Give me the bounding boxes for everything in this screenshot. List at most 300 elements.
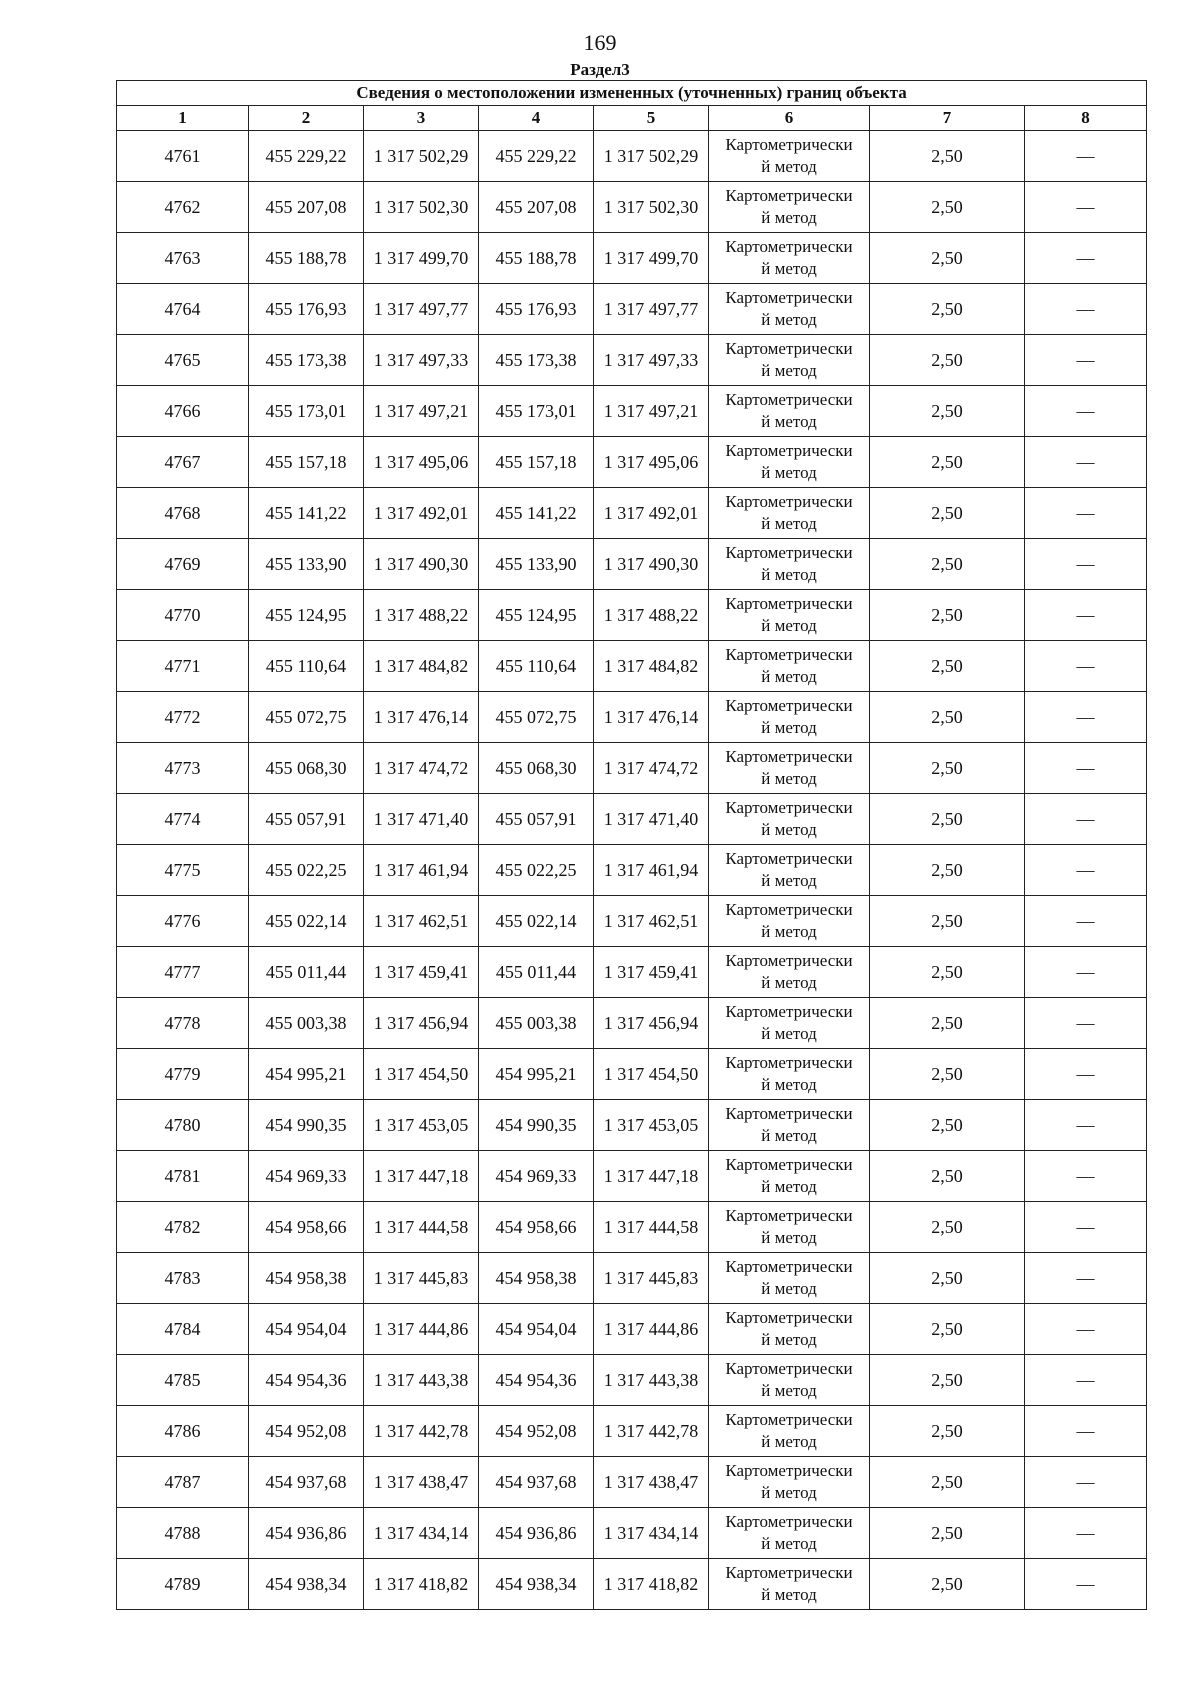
accuracy-cell: 2,50 [870,233,1025,284]
method-cell [709,233,870,284]
method-cell [709,1253,870,1304]
x-coordinate-updated-cell: 454 938,34 [479,1559,594,1610]
y-coordinate-existing-cell: 1 317 444,58 [364,1202,479,1253]
y-coordinate-existing-cell: 1 317 461,94 [364,845,479,896]
x-coordinate-existing-cell: 454 954,36 [249,1355,364,1406]
y-coordinate-existing-cell: 1 317 502,29 [364,131,479,182]
x-coordinate-existing-cell: 455 173,01 [249,386,364,437]
y-coordinate-updated-cell: 1 317 474,72 [594,743,709,794]
y-coordinate-existing-cell: 1 317 484,82 [364,641,479,692]
method-line: Картометрически [725,1512,853,1531]
note-cell: — [1025,743,1147,794]
y-coordinate-updated-cell: 1 317 418,82 [594,1559,709,1610]
y-coordinate-existing-cell: 1 317 444,86 [364,1304,479,1355]
method-line: Картометрически [725,237,853,256]
method-cell [709,1049,870,1100]
y-coordinate-existing-cell: 1 317 495,06 [364,437,479,488]
note-cell: — [1025,692,1147,743]
method-line: й метод [761,1177,817,1196]
y-coordinate-existing-cell: 1 317 442,78 [364,1406,479,1457]
x-coordinate-existing-cell: 455 229,22 [249,131,364,182]
x-coordinate-existing-cell: 455 072,75 [249,692,364,743]
method-line: Картометрически [725,1563,853,1582]
x-coordinate-existing-cell: 454 954,04 [249,1304,364,1355]
point-number-cell: 4785 [117,1355,249,1406]
x-coordinate-existing-cell: 454 937,68 [249,1457,364,1508]
method-line: Картометрически [725,594,853,613]
x-coordinate-existing-cell: 455 022,25 [249,845,364,896]
y-coordinate-updated-cell: 1 317 492,01 [594,488,709,539]
method-line: й метод [761,1024,817,1043]
y-coordinate-existing-cell: 1 317 456,94 [364,998,479,1049]
table-row [117,1100,1147,1151]
table-row [117,794,1147,845]
x-coordinate-existing-cell: 454 938,34 [249,1559,364,1610]
point-number-cell: 4777 [117,947,249,998]
accuracy-cell: 2,50 [870,1049,1025,1100]
accuracy-cell: 2,50 [870,794,1025,845]
y-coordinate-existing-cell: 1 317 462,51 [364,896,479,947]
x-coordinate-updated-cell: 454 954,36 [479,1355,594,1406]
method-cell [709,794,870,845]
table-row [117,1355,1147,1406]
note-cell: — [1025,386,1147,437]
x-coordinate-existing-cell: 455 141,22 [249,488,364,539]
method-cell [709,284,870,335]
note-cell: — [1025,998,1147,1049]
point-number-cell: 4788 [117,1508,249,1559]
y-coordinate-updated-cell: 1 317 502,29 [594,131,709,182]
method-cell [709,947,870,998]
x-coordinate-updated-cell: 454 990,35 [479,1100,594,1151]
accuracy-cell: 2,50 [870,386,1025,437]
y-coordinate-updated-cell: 1 317 453,05 [594,1100,709,1151]
method-line: Картометрически [725,1257,853,1276]
x-coordinate-existing-cell: 455 124,95 [249,590,364,641]
note-cell: — [1025,335,1147,386]
method-cell [709,437,870,488]
table-row [117,1151,1147,1202]
note-cell: — [1025,182,1147,233]
point-number-cell: 4773 [117,743,249,794]
method-cell [709,335,870,386]
y-coordinate-updated-cell: 1 317 444,86 [594,1304,709,1355]
y-coordinate-existing-cell: 1 317 497,21 [364,386,479,437]
column-header: 4 [479,106,594,131]
method-line: й метод [761,718,817,737]
accuracy-cell: 2,50 [870,1406,1025,1457]
point-number-cell: 4774 [117,794,249,845]
table-row [117,947,1147,998]
note-cell: — [1025,488,1147,539]
table-row [117,896,1147,947]
column-header: 1 [117,106,249,131]
point-number-cell: 4776 [117,896,249,947]
method-line: й метод [761,1228,817,1247]
y-coordinate-existing-cell: 1 317 418,82 [364,1559,479,1610]
point-number-cell: 4779 [117,1049,249,1100]
method-line: й метод [761,1330,817,1349]
table-row [117,692,1147,743]
method-line: Картометрически [725,1461,853,1480]
point-number-cell: 4782 [117,1202,249,1253]
x-coordinate-updated-cell: 454 969,33 [479,1151,594,1202]
y-coordinate-updated-cell: 1 317 443,38 [594,1355,709,1406]
method-cell [709,488,870,539]
note-cell: — [1025,1151,1147,1202]
method-line: Картометрически [725,1206,853,1225]
note-cell: — [1025,947,1147,998]
method-line: й метод [761,1381,817,1400]
note-cell: — [1025,794,1147,845]
point-number-cell: 4786 [117,1406,249,1457]
table-row [117,743,1147,794]
x-coordinate-existing-cell: 454 995,21 [249,1049,364,1100]
method-line: й метод [761,1534,817,1553]
x-coordinate-existing-cell: 454 990,35 [249,1100,364,1151]
column-header: 3 [364,106,479,131]
y-coordinate-existing-cell: 1 317 443,38 [364,1355,479,1406]
x-coordinate-updated-cell: 454 958,66 [479,1202,594,1253]
table-row [117,233,1147,284]
x-coordinate-updated-cell: 455 133,90 [479,539,594,590]
table-row [117,1406,1147,1457]
accuracy-cell: 2,50 [870,590,1025,641]
table-row [117,335,1147,386]
x-coordinate-existing-cell: 455 011,44 [249,947,364,998]
table-row [117,1457,1147,1508]
method-line: Картометрически [725,747,853,766]
point-number-cell: 4762 [117,182,249,233]
method-line: й метод [761,208,817,227]
accuracy-cell: 2,50 [870,743,1025,794]
point-number-cell: 4769 [117,539,249,590]
method-line: й метод [761,820,817,839]
y-coordinate-updated-cell: 1 317 497,21 [594,386,709,437]
method-line: Картометрически [725,186,853,205]
x-coordinate-updated-cell: 454 936,86 [479,1508,594,1559]
page-number: 169 [583,30,617,55]
method-line: Картометрически [725,543,853,562]
method-cell [709,1202,870,1253]
note-cell: — [1025,641,1147,692]
accuracy-cell: 2,50 [870,182,1025,233]
method-line: й метод [761,1585,817,1604]
note-cell: — [1025,1304,1147,1355]
table-row [117,1304,1147,1355]
method-line: й метод [761,565,817,584]
point-number-cell: 4784 [117,1304,249,1355]
method-cell [709,539,870,590]
x-coordinate-updated-cell: 455 022,14 [479,896,594,947]
y-coordinate-existing-cell: 1 317 497,33 [364,335,479,386]
point-number-cell: 4772 [117,692,249,743]
accuracy-cell: 2,50 [870,335,1025,386]
method-line: Картометрически [725,849,853,868]
x-coordinate-updated-cell: 455 003,38 [479,998,594,1049]
y-coordinate-updated-cell: 1 317 447,18 [594,1151,709,1202]
x-coordinate-updated-cell: 455 176,93 [479,284,594,335]
accuracy-cell: 2,50 [870,1355,1025,1406]
method-line: Картометрически [725,135,853,154]
method-cell [709,1457,870,1508]
table-row [117,998,1147,1049]
method-line: й метод [761,973,817,992]
point-number-cell: 4780 [117,1100,249,1151]
method-line: Картометрически [725,1002,853,1021]
method-line: й метод [761,769,817,788]
method-cell [709,1100,870,1151]
x-coordinate-updated-cell: 454 995,21 [479,1049,594,1100]
method-line: й метод [761,667,817,686]
table-row [117,1508,1147,1559]
point-number-cell: 4766 [117,386,249,437]
y-coordinate-updated-cell: 1 317 459,41 [594,947,709,998]
y-coordinate-existing-cell: 1 317 471,40 [364,794,479,845]
note-cell: — [1025,1100,1147,1151]
x-coordinate-updated-cell: 455 188,78 [479,233,594,284]
method-line: Картометрически [725,1053,853,1072]
method-line: Картометрически [725,645,853,664]
x-coordinate-updated-cell: 455 157,18 [479,437,594,488]
y-coordinate-existing-cell: 1 317 476,14 [364,692,479,743]
y-coordinate-updated-cell: 1 317 471,40 [594,794,709,845]
method-cell [709,1406,870,1457]
y-coordinate-existing-cell: 1 317 502,30 [364,182,479,233]
x-coordinate-updated-cell: 454 952,08 [479,1406,594,1457]
method-cell [709,1151,870,1202]
method-cell [709,182,870,233]
table-row [117,539,1147,590]
x-coordinate-updated-cell: 455 124,95 [479,590,594,641]
point-number-cell: 4761 [117,131,249,182]
x-coordinate-existing-cell: 455 207,08 [249,182,364,233]
method-line: Картометрически [725,1155,853,1174]
column-header-row [117,106,1147,131]
method-line: й метод [761,1483,817,1502]
x-coordinate-existing-cell: 455 188,78 [249,233,364,284]
point-number-cell: 4771 [117,641,249,692]
method-line: й метод [761,1432,817,1451]
method-line: й метод [761,259,817,278]
method-cell [709,896,870,947]
table-row [117,845,1147,896]
x-coordinate-existing-cell: 454 958,38 [249,1253,364,1304]
method-line: Картометрически [725,1359,853,1378]
accuracy-cell: 2,50 [870,1151,1025,1202]
y-coordinate-existing-cell: 1 317 459,41 [364,947,479,998]
accuracy-cell: 2,50 [870,998,1025,1049]
table-row [117,182,1147,233]
method-line: Картометрически [725,339,853,358]
accuracy-cell: 2,50 [870,284,1025,335]
y-coordinate-updated-cell: 1 317 476,14 [594,692,709,743]
y-coordinate-existing-cell: 1 317 453,05 [364,1100,479,1151]
point-number-cell: 4775 [117,845,249,896]
accuracy-cell: 2,50 [870,1202,1025,1253]
note-cell: — [1025,1355,1147,1406]
point-number-cell: 4767 [117,437,249,488]
accuracy-cell: 2,50 [870,1508,1025,1559]
table-row [117,386,1147,437]
point-number-cell: 4768 [117,488,249,539]
x-coordinate-existing-cell: 455 157,18 [249,437,364,488]
x-coordinate-existing-cell: 455 110,64 [249,641,364,692]
accuracy-cell: 2,50 [870,692,1025,743]
method-cell [709,1304,870,1355]
table-body [117,131,1147,1610]
y-coordinate-existing-cell: 1 317 438,47 [364,1457,479,1508]
x-coordinate-updated-cell: 455 141,22 [479,488,594,539]
accuracy-cell: 2,50 [870,1457,1025,1508]
y-coordinate-updated-cell: 1 317 484,82 [594,641,709,692]
x-coordinate-existing-cell: 455 173,38 [249,335,364,386]
y-coordinate-existing-cell: 1 317 488,22 [364,590,479,641]
y-coordinate-updated-cell: 1 317 442,78 [594,1406,709,1457]
note-cell: — [1025,233,1147,284]
x-coordinate-existing-cell: 455 068,30 [249,743,364,794]
method-line: й метод [761,463,817,482]
method-cell [709,743,870,794]
accuracy-cell: 2,50 [870,437,1025,488]
y-coordinate-updated-cell: 1 317 434,14 [594,1508,709,1559]
x-coordinate-existing-cell: 455 176,93 [249,284,364,335]
method-line: й метод [761,871,817,890]
y-coordinate-updated-cell: 1 317 488,22 [594,590,709,641]
accuracy-cell: 2,50 [870,1559,1025,1610]
accuracy-cell: 2,50 [870,131,1025,182]
method-line: й метод [761,616,817,635]
method-line: Картометрически [725,1104,853,1123]
x-coordinate-existing-cell: 455 022,14 [249,896,364,947]
method-line: й метод [761,310,817,329]
note-cell: — [1025,845,1147,896]
accuracy-cell: 2,50 [870,1100,1025,1151]
y-coordinate-updated-cell: 1 317 499,70 [594,233,709,284]
note-cell: — [1025,1508,1147,1559]
y-coordinate-updated-cell: 1 317 444,58 [594,1202,709,1253]
method-cell [709,386,870,437]
method-cell [709,1508,870,1559]
table-caption: Сведения о местоположении измененных (уточненных) границ объекта [117,81,1147,106]
method-line: й метод [761,922,817,941]
y-coordinate-updated-cell: 1 317 502,30 [594,182,709,233]
point-number-cell: 4764 [117,284,249,335]
y-coordinate-existing-cell: 1 317 492,01 [364,488,479,539]
table-row [117,488,1147,539]
point-number-cell: 4783 [117,1253,249,1304]
accuracy-cell: 2,50 [870,488,1025,539]
x-coordinate-updated-cell: 454 937,68 [479,1457,594,1508]
y-coordinate-updated-cell: 1 317 462,51 [594,896,709,947]
x-coordinate-updated-cell: 455 011,44 [479,947,594,998]
note-cell: — [1025,1406,1147,1457]
method-line: Картометрически [725,1308,853,1327]
table-row [117,1559,1147,1610]
accuracy-cell: 2,50 [870,641,1025,692]
y-coordinate-existing-cell: 1 317 499,70 [364,233,479,284]
x-coordinate-existing-cell: 454 952,08 [249,1406,364,1457]
x-coordinate-updated-cell: 455 072,75 [479,692,594,743]
note-cell: — [1025,590,1147,641]
accuracy-cell: 2,50 [870,1253,1025,1304]
table-row [117,437,1147,488]
accuracy-cell: 2,50 [870,947,1025,998]
y-coordinate-updated-cell: 1 317 461,94 [594,845,709,896]
method-line: Картометрически [725,1410,853,1429]
note-cell: — [1025,437,1147,488]
method-line: й метод [761,1126,817,1145]
note-cell: — [1025,1253,1147,1304]
method-line: Картометрически [725,441,853,460]
method-line: Картометрически [725,696,853,715]
table-row [117,641,1147,692]
column-header: 6 [709,106,870,131]
method-cell [709,590,870,641]
y-coordinate-updated-cell: 1 317 497,33 [594,335,709,386]
method-cell [709,1355,870,1406]
x-coordinate-updated-cell: 455 173,01 [479,386,594,437]
y-coordinate-existing-cell: 1 317 445,83 [364,1253,479,1304]
y-coordinate-updated-cell: 1 317 456,94 [594,998,709,1049]
point-number-cell: 4781 [117,1151,249,1202]
x-coordinate-updated-cell: 455 110,64 [479,641,594,692]
point-number-cell: 4787 [117,1457,249,1508]
note-cell: — [1025,1559,1147,1610]
table-row [117,590,1147,641]
y-coordinate-existing-cell: 1 317 497,77 [364,284,479,335]
table-row [117,284,1147,335]
accuracy-cell: 2,50 [870,896,1025,947]
coordinates-table [116,80,1147,1610]
note-cell: — [1025,1202,1147,1253]
y-coordinate-updated-cell: 1 317 490,30 [594,539,709,590]
accuracy-cell: 2,50 [870,845,1025,896]
method-line: й метод [761,514,817,533]
y-coordinate-updated-cell: 1 317 495,06 [594,437,709,488]
method-cell [709,641,870,692]
note-cell: — [1025,1457,1147,1508]
method-cell [709,998,870,1049]
x-coordinate-updated-cell: 455 207,08 [479,182,594,233]
table-row [117,131,1147,182]
x-coordinate-existing-cell: 455 057,91 [249,794,364,845]
column-header: 8 [1025,106,1147,131]
column-header: 2 [249,106,364,131]
table-row [117,1049,1147,1100]
y-coordinate-existing-cell: 1 317 454,50 [364,1049,479,1100]
x-coordinate-updated-cell: 455 022,25 [479,845,594,896]
point-number-cell: 4789 [117,1559,249,1610]
x-coordinate-updated-cell: 455 173,38 [479,335,594,386]
method-cell [709,131,870,182]
y-coordinate-updated-cell: 1 317 445,83 [594,1253,709,1304]
point-number-cell: 4778 [117,998,249,1049]
x-coordinate-updated-cell: 455 229,22 [479,131,594,182]
method-line: й метод [761,361,817,380]
column-header: 5 [594,106,709,131]
y-coordinate-existing-cell: 1 317 474,72 [364,743,479,794]
point-number-cell: 4765 [117,335,249,386]
method-line: й метод [761,412,817,431]
table-row [117,1202,1147,1253]
note-cell: — [1025,1049,1147,1100]
method-line: й метод [761,157,817,176]
accuracy-cell: 2,50 [870,1304,1025,1355]
note-cell: — [1025,131,1147,182]
accuracy-cell: 2,50 [870,539,1025,590]
method-line: Картометрически [725,798,853,817]
